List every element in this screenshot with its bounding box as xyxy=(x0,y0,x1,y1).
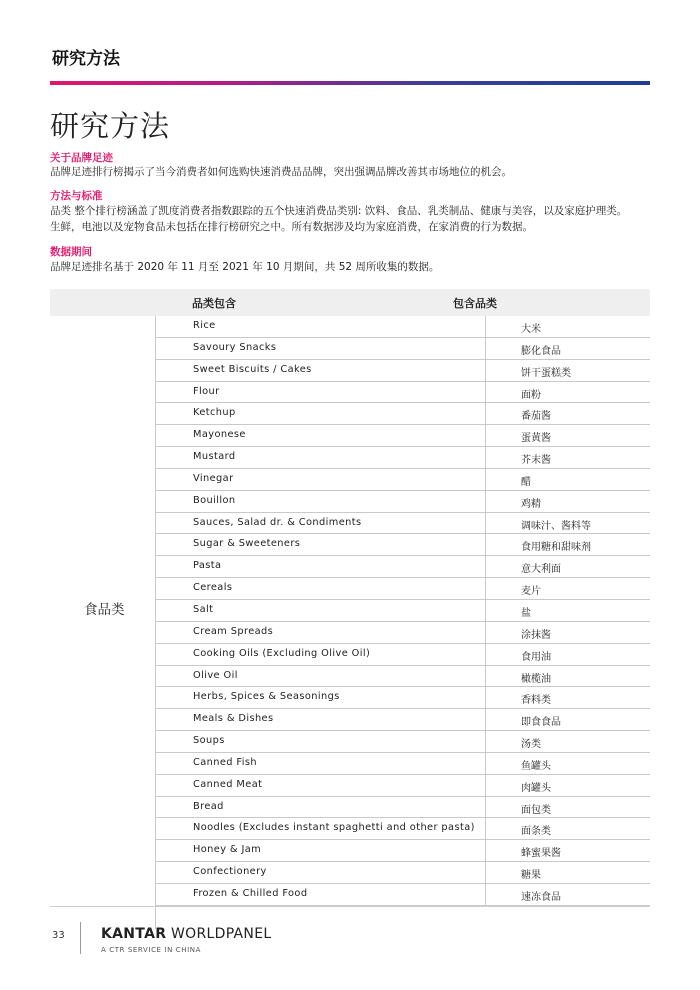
table-row xyxy=(156,338,650,360)
row-category-en: Bread xyxy=(193,800,224,812)
row-category-zh: 番茄酱 xyxy=(521,411,551,423)
row-category-zh-cell xyxy=(485,687,551,708)
row-category-zh-cell xyxy=(485,382,541,403)
table-row xyxy=(156,862,650,884)
table-row xyxy=(156,884,650,906)
table-row xyxy=(156,382,650,404)
table-row xyxy=(156,687,650,709)
row-category-zh-cell xyxy=(485,600,531,621)
table-row xyxy=(156,534,650,556)
row-category-zh: 蛋黄酱 xyxy=(521,433,551,445)
section-text-about xyxy=(50,164,650,180)
row-category-zh: 鸡精 xyxy=(521,498,541,510)
table-row xyxy=(156,600,650,622)
row-category-zh: 橄榄油 xyxy=(521,673,551,685)
table-header xyxy=(50,289,650,316)
row-category-zh-cell xyxy=(485,338,561,359)
row-category-en: Cooking Oils (Excluding Olive Oil) xyxy=(193,647,371,659)
row-category-en: Sugar & Sweeteners xyxy=(193,538,301,550)
row-category-zh: 麦片 xyxy=(521,586,541,598)
row-category-zh: 涂抹酱 xyxy=(521,629,551,641)
row-category-en: Canned Meat xyxy=(193,778,263,790)
row-category-en: Olive Oil xyxy=(193,669,238,681)
table-row xyxy=(156,316,650,338)
section-line: 品类 整个排行榜涵盖了凯度消费者指数跟踪的五个快速消费品类别: 饮料、食品、乳类制品、健康与美容，以及家庭护理类。 xyxy=(50,205,628,217)
brand-bold: KANTAR xyxy=(101,926,167,942)
row-category-en: Noodles (Excludes instant spaghetti and other pasta) xyxy=(193,822,475,834)
row-category-en: Soups xyxy=(193,735,225,747)
section-line: 品牌足迹排名基于 2020 年 11 月至 2021 年 10 月期间，共 52 周所收集的数据。 xyxy=(50,261,440,273)
row-category-zh-cell xyxy=(485,709,561,730)
row-category-zh-cell xyxy=(485,797,551,818)
section-line: 品牌足迹排行榜揭示了当今消费者如何选购快速消费品品牌，突出强调品牌改善其市场地位的机会。 xyxy=(50,166,512,178)
section-line: 生鲜，电池以及宠物食品未包括在排行榜研究之中。所有数据涉及均为家庭消费，在家消费的行为数据。 xyxy=(50,221,533,233)
row-category-zh-cell xyxy=(485,775,551,796)
brand-subtitle: A CTR SERVICE IN CHINA xyxy=(101,946,201,954)
row-category-en: Mayonese xyxy=(193,429,246,441)
row-category-en: Cereals xyxy=(193,582,233,594)
table-row xyxy=(156,491,650,513)
row-category-zh: 食用油 xyxy=(521,651,551,663)
row-category-zh: 醋 xyxy=(521,476,531,488)
row-category-zh-cell xyxy=(485,447,551,468)
row-category-en: Frozen & Chilled Food xyxy=(193,887,308,899)
brand-logo xyxy=(101,926,271,942)
row-category-en: Sauces, Salad dr. & Condiments xyxy=(193,516,362,528)
row-category-zh: 速冻食品 xyxy=(521,891,561,903)
table-row xyxy=(156,775,650,797)
category-label: 食品类 xyxy=(84,602,125,618)
row-category-zh-cell xyxy=(485,731,541,752)
table-row xyxy=(156,556,650,578)
row-category-zh: 意大利面 xyxy=(521,564,561,576)
row-category-zh-cell xyxy=(485,360,571,381)
row-category-en: Confectionery xyxy=(193,866,267,878)
row-category-zh-cell xyxy=(485,425,551,446)
row-category-zh: 膨化食品 xyxy=(521,345,561,357)
row-category-en: Cream Spreads xyxy=(193,625,274,637)
table-row xyxy=(156,797,650,819)
row-category-zh: 即食食品 xyxy=(521,717,561,729)
row-category-zh-cell xyxy=(485,884,561,905)
table-rows xyxy=(156,316,650,906)
page-title: 研究方法 xyxy=(50,109,171,143)
section-text-period xyxy=(50,259,650,275)
row-category-en: Sweet Biscuits / Cakes xyxy=(193,363,312,375)
table-row xyxy=(156,622,650,644)
row-category-en: Ketchup xyxy=(193,407,236,419)
row-category-zh-cell xyxy=(485,469,531,490)
row-category-en: Canned Fish xyxy=(193,756,257,768)
row-category-zh-cell xyxy=(485,840,561,861)
row-category-zh-cell xyxy=(485,556,561,577)
footer-rule xyxy=(50,906,650,907)
table-row xyxy=(156,469,650,491)
footer-divider xyxy=(80,922,81,954)
table-row xyxy=(156,425,650,447)
row-category-zh: 鱼罐头 xyxy=(521,760,551,772)
row-category-zh-cell xyxy=(485,578,541,599)
table-row xyxy=(156,644,650,666)
row-category-zh-cell xyxy=(485,316,541,337)
row-category-zh: 大米 xyxy=(521,324,541,335)
row-category-zh: 面包类 xyxy=(521,804,551,816)
row-category-zh: 糖果 xyxy=(521,870,541,882)
row-category-en: Rice xyxy=(193,320,216,331)
row-category-zh-cell xyxy=(485,862,541,883)
category-cell xyxy=(50,316,156,929)
row-category-en: Honey & Jam xyxy=(193,844,262,856)
row-category-zh: 食用糖和甜味剂 xyxy=(521,542,591,554)
table-row xyxy=(156,753,650,775)
row-category-zh: 面粉 xyxy=(521,389,541,401)
row-category-en: Flour xyxy=(193,385,220,397)
table-row xyxy=(156,578,650,600)
row-category-zh-cell xyxy=(485,753,551,774)
table-row xyxy=(156,513,650,535)
section-text-method xyxy=(50,203,650,235)
table-row xyxy=(156,447,650,469)
brand-rest: WORLDPANEL xyxy=(166,926,272,942)
row-category-zh: 芥末酱 xyxy=(521,455,551,467)
table-header-included: 包含品类 xyxy=(453,297,497,310)
row-category-zh-cell xyxy=(485,818,551,839)
row-category-en: Pasta xyxy=(193,560,222,572)
table-row xyxy=(156,818,650,840)
table-row xyxy=(156,840,650,862)
row-category-zh: 盐 xyxy=(521,607,531,619)
table-body xyxy=(50,316,650,906)
section-heading-method: 方法与标准 xyxy=(50,190,103,202)
row-category-zh: 汤类 xyxy=(521,739,541,751)
row-category-zh-cell xyxy=(485,491,541,512)
row-category-en: Mustard xyxy=(193,451,236,463)
page-number: 33 xyxy=(52,930,65,941)
section-heading-about: 关于品牌足迹 xyxy=(50,152,113,164)
row-category-zh-cell xyxy=(485,666,551,687)
category-table xyxy=(50,289,650,906)
row-category-en: Savoury Snacks xyxy=(193,341,277,353)
row-category-zh: 调味汁、酱料等 xyxy=(521,520,591,532)
row-category-en: Vinegar xyxy=(193,472,234,484)
row-category-en: Salt xyxy=(193,603,214,615)
row-category-zh-cell xyxy=(485,644,551,665)
header-gradient-rule xyxy=(50,81,650,85)
row-category-zh-cell xyxy=(485,534,591,555)
row-category-zh: 蜂蜜果酱 xyxy=(521,848,561,860)
header-title: 研究方法 xyxy=(52,49,120,69)
row-category-zh-cell xyxy=(485,513,591,534)
table-row xyxy=(156,731,650,753)
row-category-zh: 饼干蛋糕类 xyxy=(521,367,571,379)
table-header-category: 品类包含 xyxy=(192,297,236,310)
table-row xyxy=(156,709,650,731)
row-category-en: Meals & Dishes xyxy=(193,713,274,725)
row-category-en: Bouillon xyxy=(193,494,236,506)
table-row xyxy=(156,360,650,382)
row-category-zh: 面条类 xyxy=(521,826,551,838)
row-category-zh-cell xyxy=(485,403,551,424)
table-row xyxy=(156,666,650,688)
section-heading-period: 数据期间 xyxy=(50,246,92,258)
table-row xyxy=(156,403,650,425)
row-category-zh: 香料类 xyxy=(521,695,551,707)
row-category-zh-cell xyxy=(485,622,551,643)
row-category-en: Herbs, Spices & Seasonings xyxy=(193,691,340,703)
row-category-zh: 肉罐头 xyxy=(521,782,551,794)
